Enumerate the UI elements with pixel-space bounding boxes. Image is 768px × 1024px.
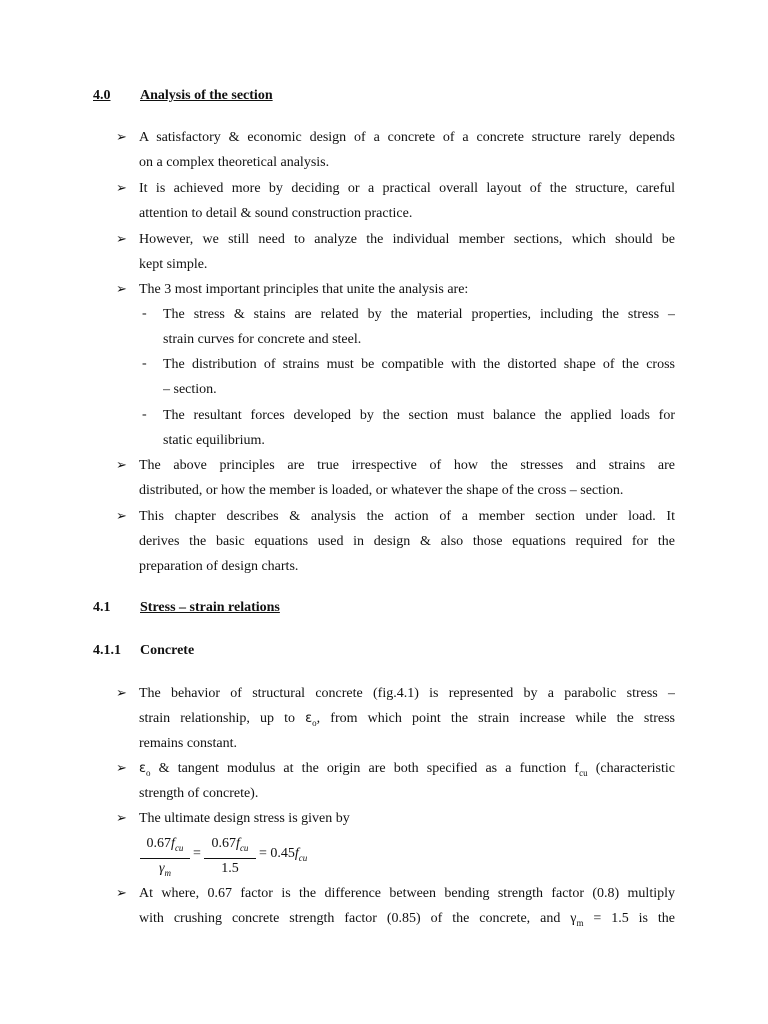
sub-bullet-paragraph: The distribution of strains must be compatible with the distorted shape of the cross – section. (163, 357, 675, 397)
section-number-4-1: 4.1 (93, 600, 111, 615)
bullet-paragraph: It is achieved more by deciding or a practical overall layout of the structure, careful attention to detail & sound construction practice. (139, 181, 675, 221)
bullet-arrow-icon: ➢ (116, 685, 127, 700)
bullet-paragraph: $\varepsilon_o$ & tangent modulus at the origin are both specified as a function $f_{cu}$ (characteristic strength of concrete). (139, 761, 675, 801)
bullet-paragraph: The 3 most important principles that unite the analysis are: (139, 282, 469, 297)
bullet-arrow-icon: ➢ (116, 281, 127, 296)
dash-marker: - (142, 306, 147, 321)
bullet-arrow-icon: ➢ (116, 180, 127, 195)
bullet-arrow-icon: ➢ (116, 231, 127, 246)
equation-fraction-middle: $0.67f_{cu}$ 1.5 (204, 834, 256, 879)
bullet-paragraph: A satisfactory & economic design of a concrete of a concrete structure rarely depends on a complex theoretical analysis. (139, 130, 675, 170)
section-title-analysis: Analysis of the section (140, 88, 273, 103)
subsection-number-4-1-1: 4.1.1 (93, 643, 121, 658)
bullet-arrow-icon: ➢ (116, 508, 127, 523)
bullet-arrow-icon: ➢ (116, 129, 127, 144)
sub-bullet-paragraph: The stress & stains are related by the material properties, including the stress – strain curves for concrete and steel. (163, 307, 675, 347)
dash-marker: - (142, 407, 147, 422)
bullet-paragraph: The ultimate design stress is given by (139, 811, 350, 826)
bullet-paragraph: The above principles are true irrespective of how the stresses and strains are distributed, or how the member is loaded, or whatever the shape of the cross – section. (139, 458, 675, 498)
sub-bullet-paragraph: The resultant forces developed by the section must balance the applied loads for static equilibrium. (163, 408, 675, 448)
equation-fraction-left: $0.67f_{cu}$ $\gamma_m$ (140, 834, 190, 883)
equation-rhs: = $0.45f_{cu}$ (259, 846, 308, 863)
bullet-arrow-icon: ➢ (116, 760, 127, 775)
bullet-paragraph: However, we still need to analyze the individual member sections, which should be kept simple. (139, 232, 675, 272)
subsection-title-concrete: Concrete (140, 643, 195, 658)
bullet-paragraph: This chapter describes & analysis the action of a member section under load. It derives the basic equations used in design & also those equations required for the preparation of design charts. (139, 509, 675, 574)
bullet-arrow-icon: ➢ (116, 457, 127, 472)
bullet-paragraph: The behavior of structural concrete (fig.4.1) is represented by a parabolic stress – strain relationship, up to $\varepsilon_o$, from which point the strain increase while the stress remains constant. (139, 686, 675, 751)
section-number-4-0: 4.0 (93, 88, 111, 103)
dash-marker: - (142, 356, 147, 371)
bullet-arrow-icon: ➢ (116, 810, 127, 825)
section-title-stress-strain: Stress – strain relations (140, 600, 280, 615)
equation-equals: = (193, 846, 201, 861)
bullet-paragraph: At where, 0.67 factor is the difference between bending strength factor (0.8) multiply with crushing concrete strength factor (0.85) of the concrete, and $\gamma_m = 1.5$ is the (139, 886, 675, 928)
bullet-arrow-icon: ➢ (116, 885, 127, 900)
